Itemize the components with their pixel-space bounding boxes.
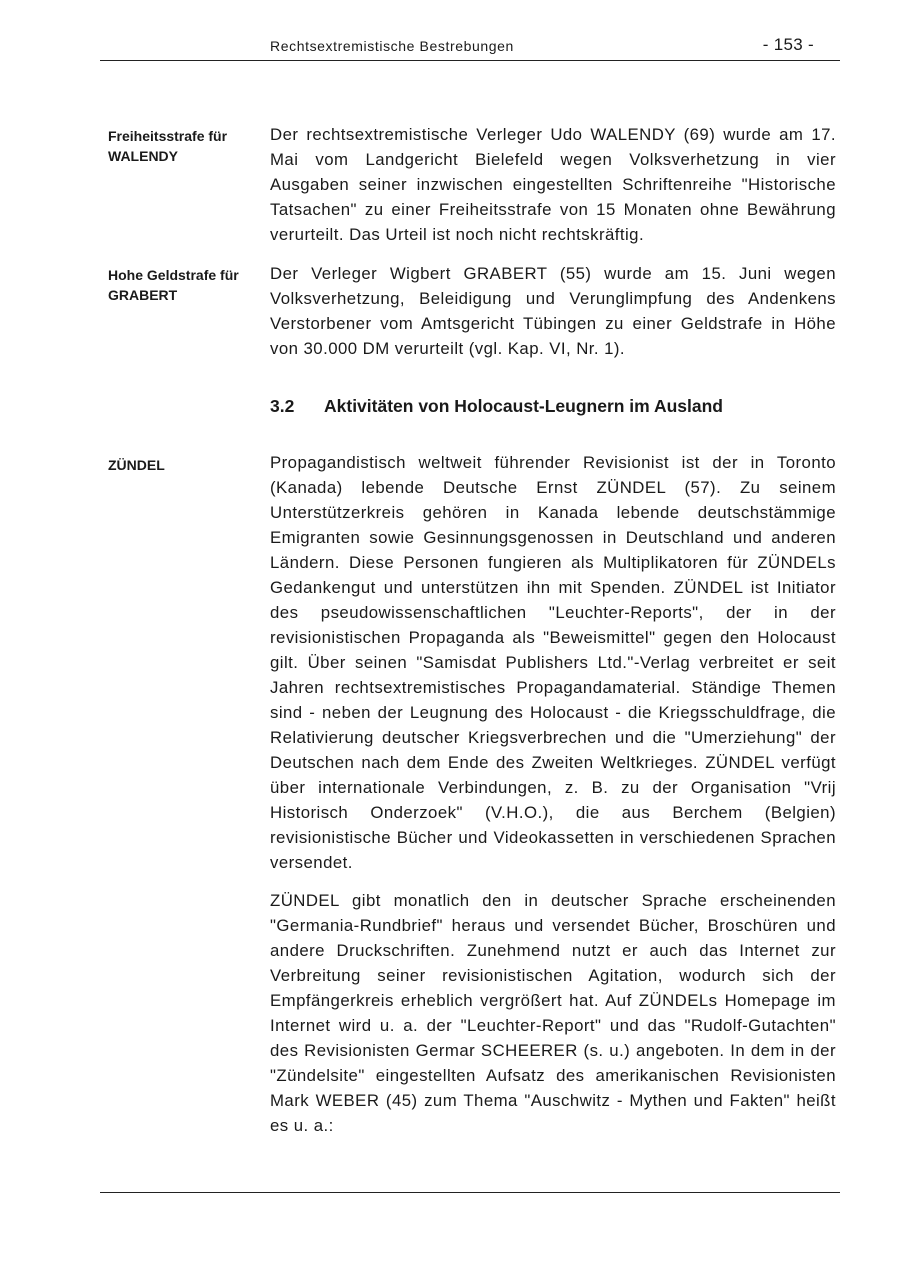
page-number: - 153 - <box>762 35 814 54</box>
section-heading <box>270 394 836 418</box>
section-number: 3.2 <box>270 396 295 416</box>
footer-rule <box>100 1192 840 1193</box>
margin-note-walendy: Freiheitsstrafe für WALENDY <box>108 128 228 164</box>
page-header <box>100 34 840 61</box>
margin-note-grabert: Hohe Geldstrafe für GRABERT <box>108 267 239 303</box>
paragraph-grabert: Der Verleger Wigbert GRABERT (55) wurde am 15. Juni wegen Volksverhetzung, Beleidigung und Verunglimpfung des Andenkens Verstorbener vom Amtsgericht Tübingen zu einer Geldstrafe in Höhe von 30.000 DM verurteilt (vgl. Kap. VI, Nr. 1). <box>270 264 836 358</box>
running-title: Rechtsextremistische Bestrebungen <box>270 38 514 54</box>
margin-note-zundel: ZÜNDEL <box>108 457 165 473</box>
section-title: Aktivitäten von Holocaust-Leugnern im Ausland <box>324 396 723 416</box>
paragraph-walendy: Der rechtsextremistische Verleger Udo WALENDY (69) wurde am 17. Mai vom Landgericht Bielefeld wegen Volksverhetzung in vier Ausgaben seiner inzwischen eingestellten Schriftenreihe "Historische Tatsachen" zu einer Freiheitsstrafe von 15 Monaten ohne Bewährung verurteilt. Das Urteil ist noch nicht rechtskräftig. <box>270 125 836 244</box>
paragraph-zundel-2: ZÜNDEL gibt monatlich den in deutscher Sprache erscheinenden "Germania-Rundbrief" heraus und versendet Bücher, Broschüren und andere Druckschriften. Zunehmend nutzt er auch das Internet zur Verbreitung seiner revisionistischen Agitation, wodurch sich der Empfängerkreis erheblich vergrößert hat. Auf ZÜNDELs Homepage im Internet wird u. a. der "Leuchter-Report" und das "Rudolf-Gutachten" des Revisionisten Germar SCHEERER (s. u.) angeboten. In dem in der "Zündelsite" eingestellten Aufsatz des amerikanischen Revisionisten Mark WEBER (45) zum Thema "Auschwitz - Mythen und Fakten" heißt es u. a.: <box>270 891 836 1135</box>
paragraph-zundel-1: Propagandistisch weltweit führender Revisionist ist der in Toronto (Kanada) lebende Deutsche Ernst ZÜNDEL (57). Zu seinem Unterstützerkreis gehören in Kanada lebende deutschstämmige Emigranten sowie Gesinnungsgenossen in Deutschland und anderen Ländern. Diese Personen fungieren als Multiplikatoren für ZÜNDELs Gedankengut und unterstützen ihn mit Spenden. ZÜNDEL ist Initiator des pseudowissenschaftlichen "Leuchter-Reports", der in der revisionistischen Propaganda als "Beweismittel" gegen den Holocaust gilt. Über seinen "Samisdat Publishers Ltd."-Verlag verbreitet er seit Jahren rechtsextremistisches Propagandamaterial. Ständige Themen sind - neben der Leugnung des Holocaust - die Kriegsschuldfrage, die Relativierung deutscher Kriegsverbrechen und die "Umerziehung" der Deutschen nach dem Ende des Zweiten Weltkrieges. ZÜNDEL verfügt über internationale Verbindungen, z. B. zu der Organisation "Vrij Historisch Onderzoek" (V.H.O.), die aus Berchem (Belgien) revisionistische Bücher und Videokassetten in verschiedenen Sprachen versendet. <box>270 453 836 872</box>
